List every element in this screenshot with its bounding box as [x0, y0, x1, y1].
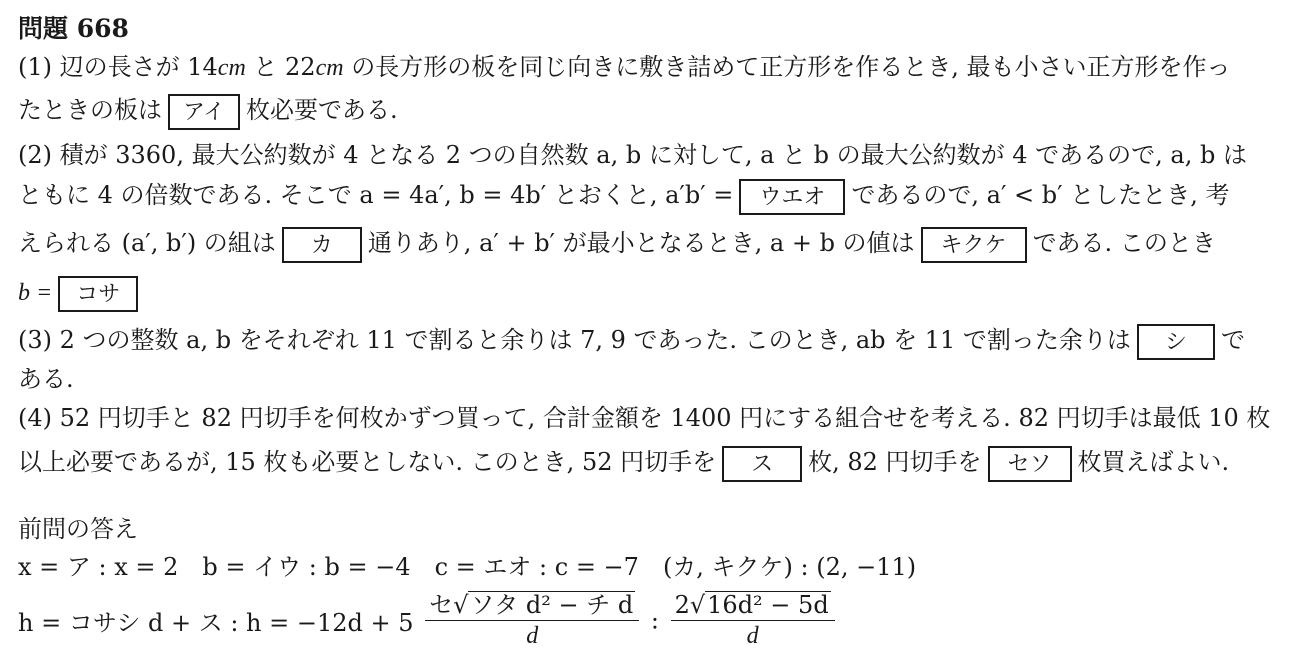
- part2-line3: [18, 226, 1216, 260]
- part3-text-l1b: で: [1220, 326, 1245, 354]
- part4-text-l2a: 以上必要であるが, 15 枚も必要としない. このとき, 52 円切手を: [18, 448, 717, 476]
- frac2-prefix: 2: [674, 591, 690, 619]
- prev-answers-row1: x = ア : x = 2 b = イウ : b = −4 c = エオ : c = −7 (カ, キクケ) : (2, −11): [18, 553, 917, 581]
- problem-title: 問題 668: [18, 14, 129, 43]
- part3-line2: ある.: [18, 365, 74, 393]
- part2-line2: [18, 178, 1229, 212]
- part2-line4: [18, 275, 144, 309]
- part1-text-b: と 22: [245, 53, 316, 81]
- part1-line1: [18, 50, 1230, 84]
- answer-box-kikuke[interactable]: キクケ: [921, 227, 1027, 263]
- part4-text-l2b: 枚, 82 円切手を: [808, 448, 982, 476]
- part1-text-c: の長方形の板を同じ向きに敷き詰めて正方形を作るとき, 最も小さい正方形を作っ: [343, 53, 1231, 81]
- prev-row2-text: h = コサシ d + ス : h = −12d + 5: [18, 609, 414, 637]
- frac1-radicand: ソタ d² − チ d: [470, 591, 634, 619]
- part3-text-l1a: (3) 2 つの整数 a, b をそれぞれ 11 で割ると余りは 7, 9 であった. このとき, ab を 11 で割った余りは: [18, 326, 1131, 354]
- unit-cm-2: cm: [315, 55, 344, 81]
- part1-text-e: 枚必要である.: [246, 96, 398, 124]
- frac2-denominator: d: [746, 623, 759, 649]
- part2-text-l2b: であるので, a′ < b′ としたとき, 考: [851, 181, 1230, 209]
- answer-box-su[interactable]: ス: [722, 446, 802, 482]
- answer-box-ueo[interactable]: ウエオ: [739, 179, 845, 215]
- answer-box-ai[interactable]: アイ: [168, 94, 240, 130]
- prev-answers-heading: 前問の答え: [18, 515, 138, 543]
- part2-line1: (2) 積が 3360, 最大公約数が 4 となる 2 つの自然数 a, b に対して, a と b の最大公約数が 4 であるので, a, b は: [18, 141, 1247, 169]
- fraction-colon: :: [650, 606, 659, 635]
- frac1-denominator: d: [526, 623, 539, 649]
- answer-box-ka[interactable]: カ: [282, 227, 362, 263]
- part1-text-a: (1) 辺の長さが 14: [18, 53, 218, 81]
- prev-answers-row2: [18, 590, 839, 660]
- part2-text-l4a: b =: [18, 280, 53, 306]
- unit-cm-1: cm: [217, 55, 246, 81]
- frac2-radicand: 16d² − 5d: [707, 591, 829, 619]
- frac1-prefix: セ: [429, 591, 454, 619]
- part2-text-l3c: である. このとき: [1032, 229, 1216, 257]
- answer-box-shi[interactable]: シ: [1137, 324, 1215, 360]
- part3-line1: [18, 323, 1245, 357]
- sqrt-icon: √: [689, 591, 706, 619]
- answer-box-seso[interactable]: セソ: [988, 446, 1072, 482]
- part4-line2: [18, 445, 1229, 479]
- part4-text-l2c: 枚買えばよい.: [1077, 448, 1230, 476]
- sqrt-icon: √: [453, 591, 469, 619]
- fraction-1: [425, 590, 639, 651]
- part2-text-l3a: えられる (a′, b′) の組は: [18, 229, 276, 257]
- part2-text-l2a: ともに 4 の倍数である. そこで a = 4a′, b = 4b′ とおくと, a′b′ =: [18, 181, 734, 209]
- part4-line1: (4) 52 円切手と 82 円切手を何枚かずつ買って, 合計金額を 1400 円にする組合せを考える. 82 円切手は最低 10 枚: [18, 404, 1271, 432]
- part1-text-d: たときの板は: [18, 96, 162, 124]
- part2-text-l3b: 通りあり, a′ + b′ が最小となるとき, a + b の値は: [367, 229, 915, 257]
- part1-line2: [18, 93, 398, 127]
- fraction-2: [671, 590, 835, 651]
- answer-box-kosa[interactable]: コサ: [58, 276, 138, 312]
